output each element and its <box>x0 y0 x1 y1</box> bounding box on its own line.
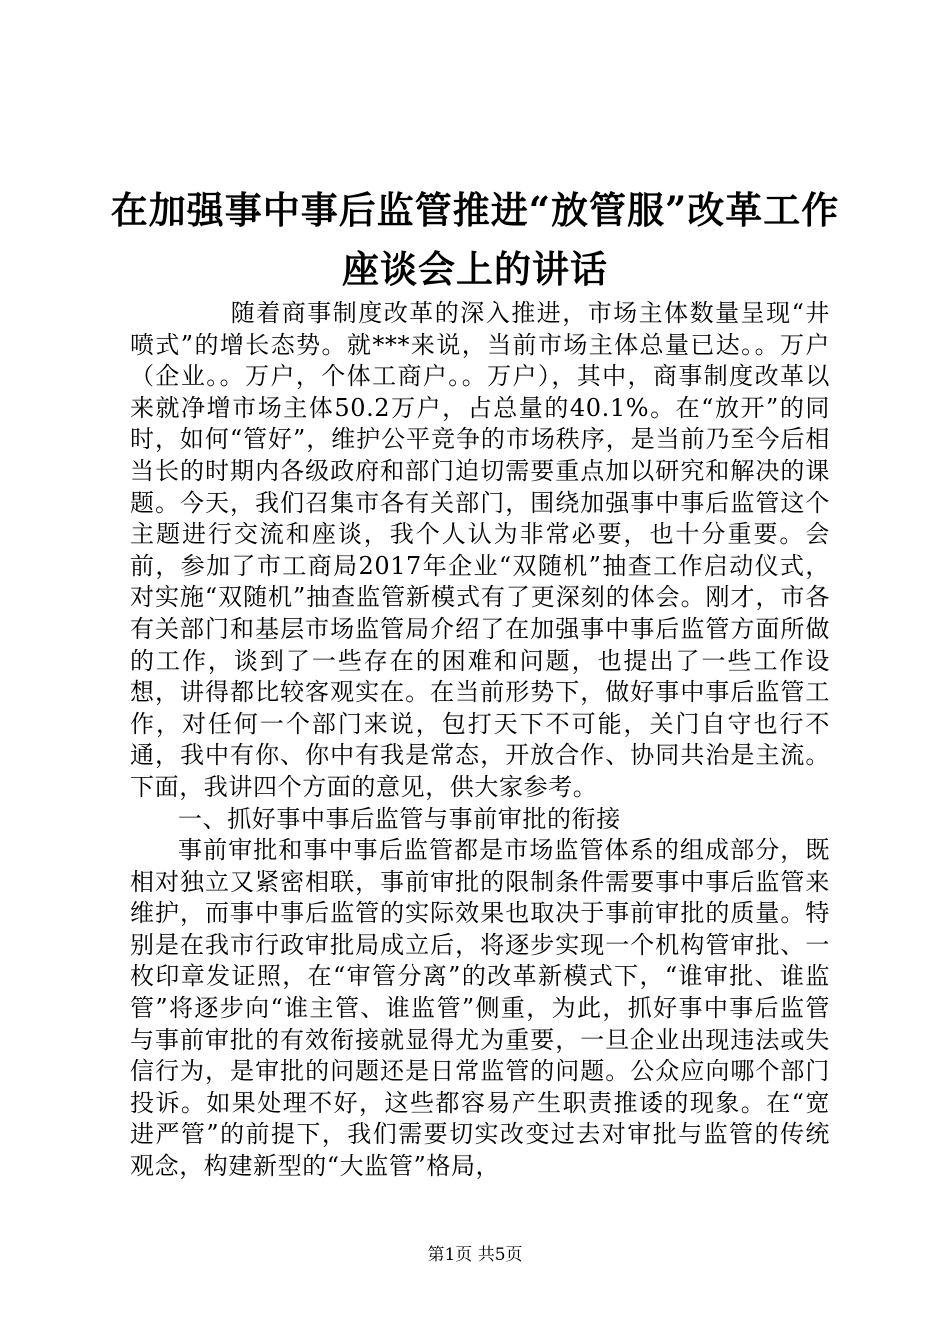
page-number-footer: 第1页 共5页 <box>427 1245 523 1265</box>
body-paragraph-2: 事前审批和事中事后监管都是市场监管体系的组成部分，既相对独立又紧密相联，事前审批的限制条件需要事中事后监管来维护，而事中事后监管的实际效果也取决于事前审批的质量。特别是在我市行政审批局成立后，将逐步实现一个机构管审批、一枚印章发证照，在“审管分离”的改革新模式下，“谁审批、谁监管”将逐步向“谁主管、谁监管”侧重，为此，抓好事中事后监管与事前审批的有效衔接就显得尤为重要，一旦企业出现违法或失信行为，是审批的问题还是日常监管的问题。公众应向哪个部门投诉。如果处理不好，这些都容易产生职责推诿的现象。在“宽进严管”的前提下，我们需要切实改变过去对审批与监管的传统观念，构建新型的“大监管”格局， <box>130 836 830 1181</box>
body-paragraph-1: 随着商事制度改革的深入推进，市场主体数量呈现“井喷式”的增长态势。就***来说，当前市场主体总量已达。。万户（企业。。万户，个体工商户。。万户），其中，商事制度改革以来就净增市场主体50.2万户，占总量的40.1%。在“放开”的同时，如何“管好”，维护公平竞争的市场秩序，是当前乃至今后相当长的时期内各级政府和部门迫切需要重点加以研究和解决的课题。今天，我们召集市各有关部门，围绕加强事中事后监管这个主题进行交流和座谈，我个人认为非常必要，也十分重要。会前，参加了市工商局2017年企业“双随机”抽查工作启动仪式，对实施“双随机”抽查监管新模式有了更深刻的体会。刚才，市各有关部门和基层市场监管局介绍了在加强事中事后监管方面所做的工作，谈到了一些存在的困难和问题，也提出了一些工作设想，讲得都比较客观实在。在当前形势下，做好事中事后监管工作，对任何一个部门来说，包打天下不可能，关门自守也行不通，我中有你、你中有我是常态，开放合作、协同共治是主流。下面，我讲四个方面的意见，供大家参考。 <box>130 299 830 801</box>
document-title-line-2: 座谈会上的讲话 <box>342 247 608 291</box>
document-body <box>130 298 830 1183</box>
section-heading-1: 一、抓好事中事后监管与事前审批的衔接 <box>178 804 621 833</box>
document-title-line-1: 在加强事中事后监管推进“放管服”改革工作 <box>110 188 840 232</box>
